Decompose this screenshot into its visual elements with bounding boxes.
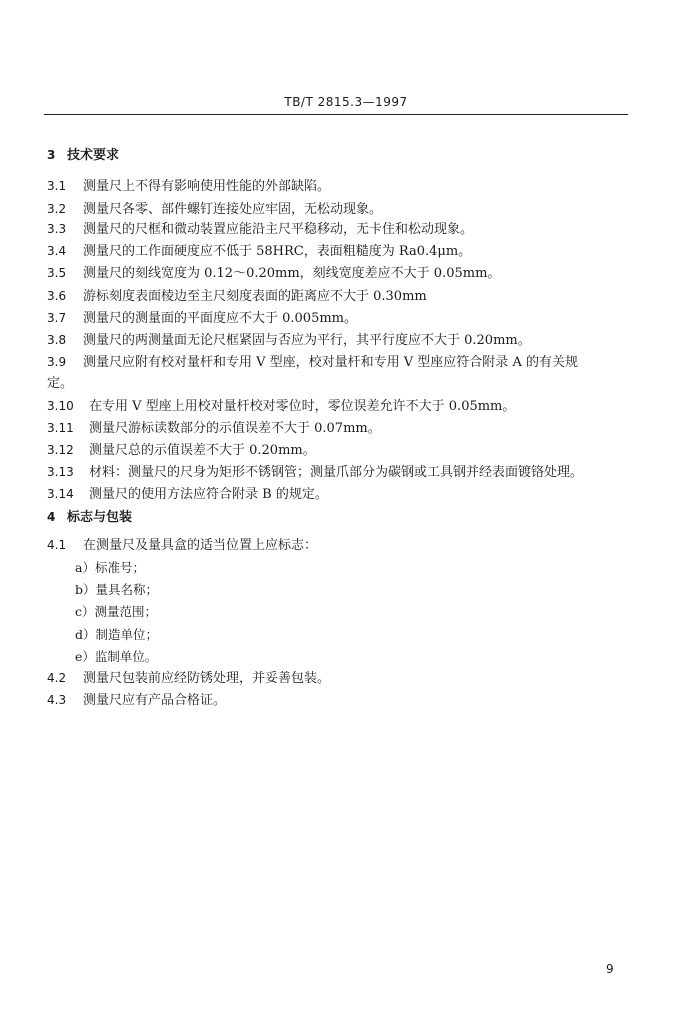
list-item: b）量具名称；	[75, 582, 159, 597]
clause-text: 测量尺的工作面硬度应不低于 58HRC，表面粗糙度为 Ra0.4μm。	[83, 244, 472, 259]
clause-3-13	[47, 463, 583, 482]
clause-3-7	[47, 309, 357, 328]
section-number: 3	[47, 148, 56, 162]
clause-text: 测量尺的使用方法应符合附录 B 的规定。	[89, 487, 328, 502]
clause-number: 3.8	[47, 333, 67, 347]
clause-number: 3.9	[47, 355, 67, 369]
clause-text: 游标刻度表面棱边至主尺刻度表面的距离应不大于 0.30mm	[83, 289, 427, 304]
section-4-heading	[47, 508, 132, 527]
section-number: 4	[47, 510, 56, 524]
section-3-heading	[47, 146, 119, 165]
clause-number: 3.13	[47, 465, 74, 479]
list-item: e）监制单位。	[75, 649, 158, 664]
clause-3-9-continuation	[47, 375, 73, 393]
clause-number: 3.3	[47, 222, 67, 236]
list-item: c）测量范围；	[75, 604, 158, 619]
clause-number: 4.3	[47, 693, 67, 707]
clause-number: 3.7	[47, 311, 67, 325]
clause-3-3	[47, 220, 473, 239]
header-divider	[44, 114, 628, 115]
clause-4-3	[47, 691, 226, 710]
clause-3-6	[47, 287, 427, 306]
page-number: 9	[606, 962, 614, 976]
clause-number: 3.5	[47, 266, 67, 280]
clause-3-8	[47, 331, 531, 350]
clause-text: 测量尺上不得有影响使用性能的外部缺陷。	[83, 179, 331, 194]
clause-3-5	[47, 264, 500, 283]
clause-text: 测量尺各零、部件螺钉连接处应牢固，无松动现象。	[83, 202, 383, 217]
clause-3-9	[47, 353, 578, 372]
clause-text: 在专用 V 型座上用校对量杆校对零位时，零位误差允许不大于 0.05mm。	[89, 399, 516, 414]
clause-text: 测量尺的刻线宽度为 0.12～0.20mm，刻线宽度差应不大于 0.05mm。	[83, 266, 501, 281]
list-item: d）制造单位；	[75, 627, 159, 642]
clause-text-continuation: 定。	[47, 376, 74, 391]
clause-4-2	[47, 669, 330, 688]
clause-number: 3.2	[47, 202, 67, 216]
clause-3-2	[47, 200, 382, 219]
clause-number: 3.10	[47, 399, 74, 413]
list-item: a）标准号；	[75, 560, 145, 575]
section-title: 技术要求	[67, 148, 120, 163]
clause-number: 3.4	[47, 244, 67, 258]
clause-text: 测量尺的测量面的平面度应不大于 0.005mm。	[83, 311, 358, 326]
clause-text: 测量尺包装前应经防锈处理，并妥善包装。	[83, 671, 331, 686]
clause-3-10	[47, 397, 515, 416]
clause-number: 4.1	[47, 538, 67, 552]
clause-text: 测量尺总的示值误差不大于 0.20mm。	[89, 443, 316, 458]
clause-text: 测量尺应有产品合格证。	[83, 693, 227, 708]
standard-code-header: TB/T 2815.3—1997	[284, 95, 408, 109]
clause-text: 材料：测量尺的尺身为矩形不锈钢管；测量爪部分为碳钢或工具钢并经表面镀铬处理。	[89, 465, 584, 480]
clause-number: 3.14	[47, 487, 74, 501]
clause-3-12	[47, 441, 316, 460]
clause-text: 测量尺的尺框和微动装置应能沿主尺平稳移动，无卡住和松动现象。	[83, 222, 474, 237]
clause-text: 测量尺应附有校对量杆和专用 V 型座，校对量杆和专用 V 型座应符合附录 A 的有关规	[83, 355, 578, 370]
clause-3-1	[47, 177, 330, 196]
clause-number: 3.6	[47, 289, 67, 303]
clause-number: 3.1	[47, 179, 67, 193]
section-title: 标志与包装	[67, 510, 133, 525]
clause-3-14	[47, 485, 328, 504]
clause-number: 3.11	[47, 421, 74, 435]
clause-text: 在测量尺及量具盒的适当位置上应标志：	[83, 538, 318, 553]
clause-number: 3.12	[47, 443, 74, 457]
clause-number: 4.2	[47, 671, 67, 685]
clause-3-11	[47, 419, 381, 438]
clause-3-4	[47, 242, 471, 261]
clause-text: 测量尺游标读数部分的示值误差不大于 0.07mm。	[89, 421, 381, 436]
clause-text: 测量尺的两测量面无论尺框紧固与否应为平行，其平行度应不大于 0.20mm。	[83, 333, 531, 348]
clause-4-1	[47, 536, 317, 555]
